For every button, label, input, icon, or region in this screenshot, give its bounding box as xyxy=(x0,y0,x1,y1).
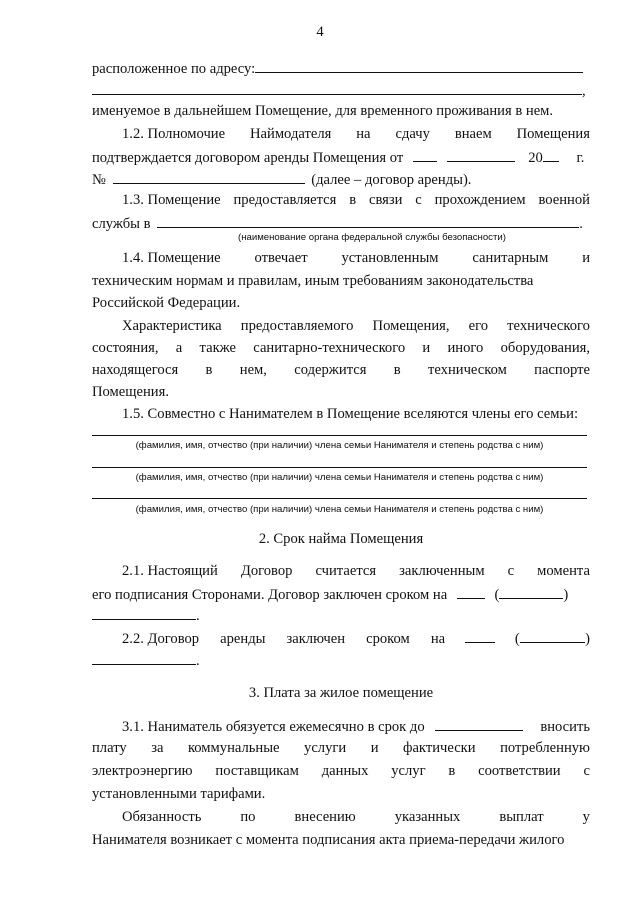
paren-open-2: ( xyxy=(514,631,520,647)
address-line xyxy=(92,58,590,78)
clause-1-2-suffix: (далее – договор аренды). xyxy=(311,172,472,188)
word: выплат xyxy=(499,809,544,825)
word: услуги xyxy=(304,740,347,756)
word: соответствии xyxy=(478,763,561,779)
word: прохождением xyxy=(434,192,526,208)
address-blank xyxy=(255,58,583,73)
word: электроэнергию xyxy=(92,763,193,779)
word: Обязанность xyxy=(122,809,202,825)
dot-1: . xyxy=(196,608,200,624)
word: содержится xyxy=(294,362,367,378)
clause-1-5-line-1: 1.5. Совместно с Нанимателем в Помещение вселяются члены его семьи: xyxy=(122,406,578,422)
clause-2-1-text: его подписания Сторонами. Договор заключен сроком на xyxy=(92,587,448,603)
clause-2-1-line-1 xyxy=(122,562,590,580)
address-comma: , xyxy=(582,83,586,99)
word: санитарным xyxy=(472,250,549,266)
word: Наймодателя xyxy=(250,126,332,142)
word: у xyxy=(582,809,590,825)
clause-2-2-line-2 xyxy=(92,650,590,670)
word: момента xyxy=(537,563,590,579)
clause-1-3-line-2 xyxy=(92,213,590,233)
clause-3-1-text-a: 3.1. Наниматель обязуется ежемесячно в срок до xyxy=(122,719,425,735)
term-unit-blank-2 xyxy=(92,650,196,665)
clause-3-1-line-4: установленными тарифами. xyxy=(92,786,266,802)
word: на xyxy=(356,126,371,142)
clause-1-2-line-2 xyxy=(92,147,590,167)
family-member-caption-3: (фамилия, имя, отчество (при наличии) члена семьи Нанимателя и степень родства с ним) xyxy=(135,504,544,515)
word: указанных xyxy=(394,809,461,825)
term-words-blank-1 xyxy=(499,584,563,599)
clause-1-3-end: . xyxy=(579,216,583,232)
word: сдачу xyxy=(395,126,430,142)
word: Помещения, xyxy=(372,318,450,334)
word: также xyxy=(199,340,237,356)
word: Помещения xyxy=(516,126,590,142)
word: услуг xyxy=(391,763,426,779)
address-blank-2 xyxy=(92,80,582,95)
word: в xyxy=(393,362,401,378)
clause-1-4-line-2: техническим нормам и правилам, иным требованиям законодательства xyxy=(92,273,534,289)
word: считается xyxy=(315,563,377,579)
word: нем, xyxy=(239,362,267,378)
word: 1.3. Помещение xyxy=(122,192,221,208)
page-number: 4 xyxy=(316,24,324,40)
word: паспорте xyxy=(534,362,590,378)
word: технического xyxy=(507,318,590,334)
characteristics-line-4: Помещения. xyxy=(92,384,169,400)
word: потребленную xyxy=(500,740,590,756)
word: военной xyxy=(538,192,590,208)
clause-3-1-line-2 xyxy=(92,739,590,757)
year-suffix: г. xyxy=(576,150,585,166)
word: поставщикам xyxy=(215,763,299,779)
clause-1-4-line-1 xyxy=(122,249,590,267)
word: оборудования, xyxy=(500,340,590,356)
word: с xyxy=(415,192,422,208)
word: плату xyxy=(92,740,127,756)
section-2-title: 2. Срок найма Помещения xyxy=(258,531,424,547)
fsb-organ-blank xyxy=(157,213,579,228)
word: техническом xyxy=(427,362,507,378)
word: в xyxy=(349,192,357,208)
word: аренды xyxy=(220,631,266,647)
word: установленным xyxy=(341,250,439,266)
word: сроком xyxy=(366,631,410,647)
word: состояния, xyxy=(92,340,159,356)
word: отвечает xyxy=(254,250,308,266)
word: иного xyxy=(447,340,484,356)
named-line: именуемое в дальнейшем Помещение, для временного проживания в нем. xyxy=(92,103,554,119)
term-number-blank-1 xyxy=(457,584,485,599)
word: Характеристика xyxy=(122,318,222,334)
paren-close-1: ) xyxy=(563,587,569,603)
word: а xyxy=(175,340,183,356)
characteristics-line-3 xyxy=(92,361,590,379)
clause-3-1-line-1 xyxy=(122,716,590,736)
characteristics-line-1 xyxy=(122,317,590,335)
clause-1-2-line-1 xyxy=(122,125,590,143)
word: и xyxy=(422,340,431,356)
clause-2-2-line-1 xyxy=(122,628,590,648)
word: санитарно-технического xyxy=(253,340,406,356)
paren-close-2: ) xyxy=(585,631,590,647)
word: в xyxy=(448,763,456,779)
clause-1-2-text: подтверждается договором аренды Помещения от xyxy=(92,150,404,166)
clause-2-2-words xyxy=(122,630,445,648)
word: предоставляемого xyxy=(240,318,354,334)
word: на xyxy=(430,631,446,647)
paren-open-1: ( xyxy=(494,587,500,603)
number-label: № xyxy=(92,172,106,188)
word: в xyxy=(205,362,213,378)
family-member-blank-1 xyxy=(92,435,587,436)
word: с xyxy=(583,763,590,779)
term-words-blank-2 xyxy=(520,628,585,643)
word: за xyxy=(151,740,164,756)
word: фактически xyxy=(403,740,476,756)
word: внаем xyxy=(454,126,492,142)
family-member-blank-3 xyxy=(92,498,587,499)
clause-1-2-line-3 xyxy=(92,169,590,189)
clause-1-4-line-3: Российской Федерации. xyxy=(92,295,241,311)
clause-2-1-line-3 xyxy=(92,605,590,625)
obligation-line-2: Нанимателя возникает с момента подписания акта приема-передачи жилого xyxy=(92,832,565,848)
word: Договор xyxy=(240,563,293,579)
characteristics-line-2 xyxy=(92,339,590,357)
date-day-blank xyxy=(413,147,437,162)
term-number-blank-2 xyxy=(465,628,495,643)
clause-1-3-label: службы в xyxy=(92,216,151,232)
year-blank xyxy=(543,147,559,162)
family-member-caption-2: (фамилия, имя, отчество (при наличии) члена семьи Нанимателя и степень родства с ним) xyxy=(135,472,544,483)
clause-2-1-line-2 xyxy=(92,584,590,604)
word: связи xyxy=(368,192,403,208)
word: его xyxy=(468,318,489,334)
word: с xyxy=(507,563,515,579)
word: 2.2. Договор xyxy=(122,631,200,647)
word: и xyxy=(582,250,590,266)
word: 1.4. Помещение xyxy=(122,250,221,266)
year-prefix: 20 xyxy=(528,150,543,166)
word: коммунальные xyxy=(187,740,280,756)
address-line-2 xyxy=(92,80,590,100)
date-month-blank xyxy=(447,147,515,162)
family-member-caption-1: (фамилия, имя, отчество (при наличии) члена семьи Нанимателя и степень родства с ним) xyxy=(135,440,544,451)
word: предоставляется xyxy=(233,192,337,208)
word: и xyxy=(370,740,379,756)
clause-1-3-line-1 xyxy=(122,191,590,209)
word: 2.1. Настоящий xyxy=(122,563,218,579)
word: 1.2. Полномочие xyxy=(122,126,226,142)
dot-2: . xyxy=(196,653,200,669)
family-member-blank-2 xyxy=(92,467,587,468)
fsb-organ-caption: (наименование органа федеральной службы безопасности) xyxy=(238,232,506,243)
term-unit-blank-1 xyxy=(92,605,196,620)
word: данных xyxy=(321,763,369,779)
section-3-title: 3. Плата за жилое помещение xyxy=(248,685,434,701)
payment-date-blank xyxy=(435,716,523,731)
clause-3-1-line-3 xyxy=(92,762,590,780)
contract-number-blank xyxy=(113,169,305,184)
clause-3-1-text-b: вносить xyxy=(540,719,590,735)
word: заключенным xyxy=(399,563,485,579)
word: заключен xyxy=(286,631,346,647)
obligation-line-1 xyxy=(122,808,590,826)
word: находящегося xyxy=(92,362,179,378)
word: по xyxy=(240,809,256,825)
address-label: расположенное по адресу: xyxy=(92,61,256,77)
word: внесению xyxy=(294,809,356,825)
